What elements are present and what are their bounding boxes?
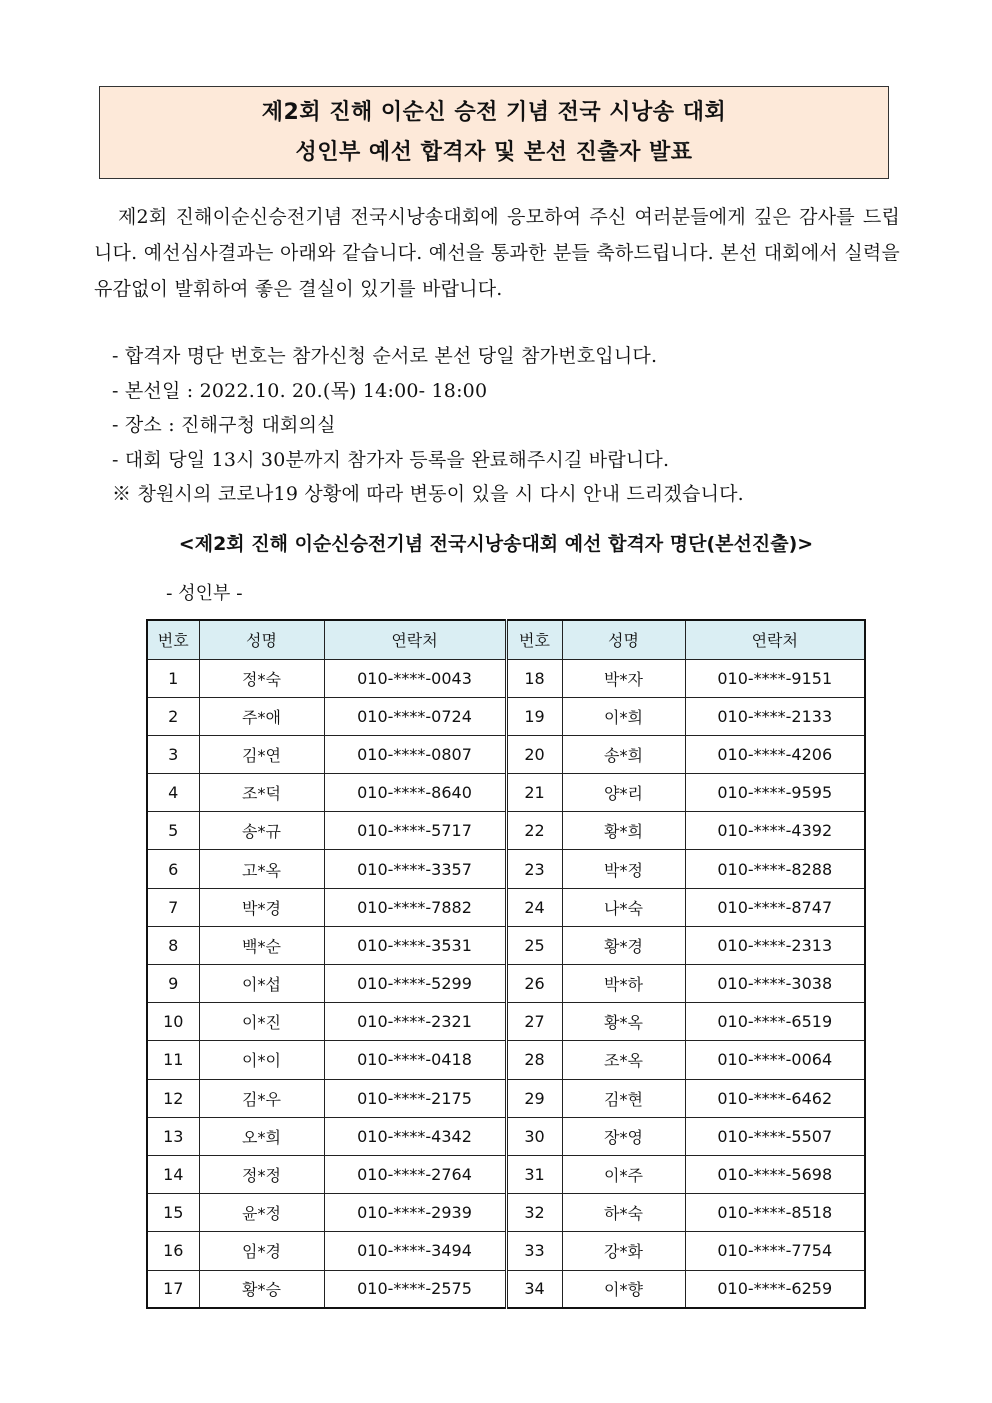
- cell-number: 15: [147, 1194, 199, 1232]
- cell-name: 이*진: [199, 1003, 324, 1041]
- cell-name: 이*향: [562, 1270, 685, 1308]
- cell-contact: 010-****-5507: [685, 1117, 865, 1155]
- intro-paragraph: 제2회 진해이순신승전기념 전국시낭송대회에 응모하여 주신 여러분들에게 깊은 감사를 드립니다. 예선심사결과는 아래와 같습니다. 예선을 통과한 분들 축하드립니다. 본선 대회에서 실력을 유감없이 발휘하여 좋은 결실이 있기를 바랍니다.: [94, 206, 900, 300]
- cell-name: 장*영: [562, 1117, 685, 1155]
- cell-name: 나*숙: [562, 888, 685, 926]
- cell-name: 김*현: [562, 1079, 685, 1117]
- cell-name: 강*화: [562, 1232, 685, 1270]
- table-row: [147, 812, 865, 850]
- cell-number: 18: [506, 659, 562, 697]
- cell-name: 김*연: [199, 735, 324, 773]
- cell-name: 백*순: [199, 926, 324, 964]
- cell-number: 12: [147, 1079, 199, 1117]
- cell-name: 윤*정: [199, 1194, 324, 1232]
- table-row: [147, 965, 865, 1003]
- cell-contact: 010-****-0724: [324, 697, 506, 735]
- cell-contact: 010-****-5717: [324, 812, 506, 850]
- cell-contact: 010-****-9595: [685, 774, 865, 812]
- cell-contact: 010-****-0418: [324, 1041, 506, 1079]
- cell-number: 2: [147, 697, 199, 735]
- cell-number: 32: [506, 1194, 562, 1232]
- cell-number: 1: [147, 659, 199, 697]
- cell-contact: 010-****-3494: [324, 1232, 506, 1270]
- cell-contact: 010-****-8518: [685, 1194, 865, 1232]
- header-contact: 연락처: [685, 620, 865, 659]
- cell-name: 주*애: [199, 697, 324, 735]
- cell-name: 송*규: [199, 812, 324, 850]
- table-row: [147, 697, 865, 735]
- cell-name: 하*숙: [562, 1194, 685, 1232]
- cell-name: 이*주: [562, 1155, 685, 1193]
- cell-contact: 010-****-3357: [324, 850, 506, 888]
- cell-contact: 010-****-4342: [324, 1117, 506, 1155]
- cell-contact: 010-****-8288: [685, 850, 865, 888]
- cell-number: 25: [506, 926, 562, 964]
- cell-name: 황*옥: [562, 1003, 685, 1041]
- cell-name: 이*이: [199, 1041, 324, 1079]
- cell-name: 고*옥: [199, 850, 324, 888]
- announcement-title-box: [99, 86, 889, 179]
- cell-name: 조*옥: [562, 1041, 685, 1079]
- table-row: [147, 1003, 865, 1041]
- header-name: 성명: [199, 620, 324, 659]
- cell-name: 이*희: [562, 697, 685, 735]
- cell-name: 황*승: [199, 1270, 324, 1308]
- cell-contact: 010-****-6462: [685, 1079, 865, 1117]
- cell-number: 11: [147, 1041, 199, 1079]
- cell-contact: 010-****-7754: [685, 1232, 865, 1270]
- table-header-row: [147, 620, 865, 659]
- table-row: [147, 659, 865, 697]
- table-row: [147, 1117, 865, 1155]
- cell-contact: 010-****-2321: [324, 1003, 506, 1041]
- cell-name: 황*경: [562, 926, 685, 964]
- table-row: [147, 1194, 865, 1232]
- table-row: [147, 888, 865, 926]
- cell-contact: 010-****-6259: [685, 1270, 865, 1308]
- cell-number: 21: [506, 774, 562, 812]
- cell-name: 오*희: [199, 1117, 324, 1155]
- notice-item-covid: ※ 창원시의 코로나19 상황에 따라 변동이 있을 시 다시 안내 드리겠습니다.: [112, 483, 744, 505]
- table-row: [147, 1079, 865, 1117]
- cell-number: 19: [506, 697, 562, 735]
- cell-number: 10: [147, 1003, 199, 1041]
- cell-name: 정*정: [199, 1155, 324, 1193]
- table-row: [147, 1270, 865, 1308]
- cell-contact: 010-****-4206: [685, 735, 865, 773]
- cell-contact: 010-****-2939: [324, 1194, 506, 1232]
- cell-contact: 010-****-2575: [324, 1270, 506, 1308]
- cell-number: 29: [506, 1079, 562, 1117]
- cell-number: 4: [147, 774, 199, 812]
- cell-number: 17: [147, 1270, 199, 1308]
- cell-number: 13: [147, 1117, 199, 1155]
- cell-name: 황*희: [562, 812, 685, 850]
- cell-contact: 010-****-3531: [324, 926, 506, 964]
- cell-number: 6: [147, 850, 199, 888]
- cell-contact: 010-****-4392: [685, 812, 865, 850]
- table-row: [147, 1155, 865, 1193]
- title-line-1: 제2회 진해 이순신 승전 기념 전국 시낭송 대회: [261, 99, 727, 125]
- cell-number: 7: [147, 888, 199, 926]
- cell-contact: 010-****-9151: [685, 659, 865, 697]
- cell-name: 김*우: [199, 1079, 324, 1117]
- table-row: [147, 1232, 865, 1270]
- notice-item-venue: - 장소 : 진해구청 대회의실: [112, 414, 336, 436]
- cell-number: 9: [147, 965, 199, 1003]
- cell-contact: 010-****-5299: [324, 965, 506, 1003]
- cell-number: 22: [506, 812, 562, 850]
- cell-contact: 010-****-0043: [324, 659, 506, 697]
- cell-number: 34: [506, 1270, 562, 1308]
- cell-number: 27: [506, 1003, 562, 1041]
- cell-name: 조*덕: [199, 774, 324, 812]
- cell-name: 송*희: [562, 735, 685, 773]
- title-line-2: 성인부 예선 합격자 및 본선 진출자 발표: [295, 139, 693, 165]
- section-label-adult: - 성인부 -: [166, 583, 243, 604]
- table-row: [147, 850, 865, 888]
- cell-contact: 010-****-7882: [324, 888, 506, 926]
- cell-contact: 010-****-2133: [685, 697, 865, 735]
- table-body: [147, 659, 865, 1308]
- cell-name: 박*경: [199, 888, 324, 926]
- cell-name: 양*리: [562, 774, 685, 812]
- cell-contact: 010-****-8640: [324, 774, 506, 812]
- cell-name: 이*섭: [199, 965, 324, 1003]
- cell-number: 3: [147, 735, 199, 773]
- cell-contact: 010-****-2313: [685, 926, 865, 964]
- cell-contact: 010-****-3038: [685, 965, 865, 1003]
- cell-number: 20: [506, 735, 562, 773]
- cell-contact: 010-****-0807: [324, 735, 506, 773]
- table-row: [147, 926, 865, 964]
- header-name: 성명: [562, 620, 685, 659]
- cell-contact: 010-****-0064: [685, 1041, 865, 1079]
- cell-number: 30: [506, 1117, 562, 1155]
- cell-number: 28: [506, 1041, 562, 1079]
- cell-number: 14: [147, 1155, 199, 1193]
- cell-contact: 010-****-2175: [324, 1079, 506, 1117]
- roster-heading: <제2회 진해 이순신승전기념 전국시낭송대회 예선 합격자 명단(본선진출)>: [178, 533, 814, 555]
- cell-number: 8: [147, 926, 199, 964]
- cell-name: 정*숙: [199, 659, 324, 697]
- notice-list: [112, 339, 912, 512]
- cell-contact: 010-****-2764: [324, 1155, 506, 1193]
- cell-name: 박*자: [562, 659, 685, 697]
- cell-name: 임*경: [199, 1232, 324, 1270]
- cell-number: 26: [506, 965, 562, 1003]
- notice-item-registration: - 대회 당일 13시 30분까지 참가자 등록을 완료해주시길 바랍니다.: [112, 448, 670, 471]
- cell-number: 16: [147, 1232, 199, 1270]
- cell-number: 23: [506, 850, 562, 888]
- cell-number: 31: [506, 1155, 562, 1193]
- header-number: 번호: [506, 620, 562, 659]
- cell-contact: 010-****-6519: [685, 1003, 865, 1041]
- cell-number: 24: [506, 888, 562, 926]
- finalist-table: [146, 619, 866, 1309]
- cell-name: 박*정: [562, 850, 685, 888]
- cell-number: 33: [506, 1232, 562, 1270]
- header-number: 번호: [147, 620, 199, 659]
- cell-contact: 010-****-8747: [685, 888, 865, 926]
- cell-contact: 010-****-5698: [685, 1155, 865, 1193]
- table-row: [147, 1041, 865, 1079]
- cell-name: 박*하: [562, 965, 685, 1003]
- table-row: [147, 735, 865, 773]
- cell-number: 5: [147, 812, 199, 850]
- notice-item-number: - 합격자 명단 번호는 참가신청 순서로 본선 당일 참가번호입니다.: [112, 345, 658, 367]
- header-contact: 연락처: [324, 620, 506, 659]
- notice-item-date: - 본선일 : 2022.10. 20.(목) 14:00- 18:00: [112, 379, 488, 402]
- table-row: [147, 774, 865, 812]
